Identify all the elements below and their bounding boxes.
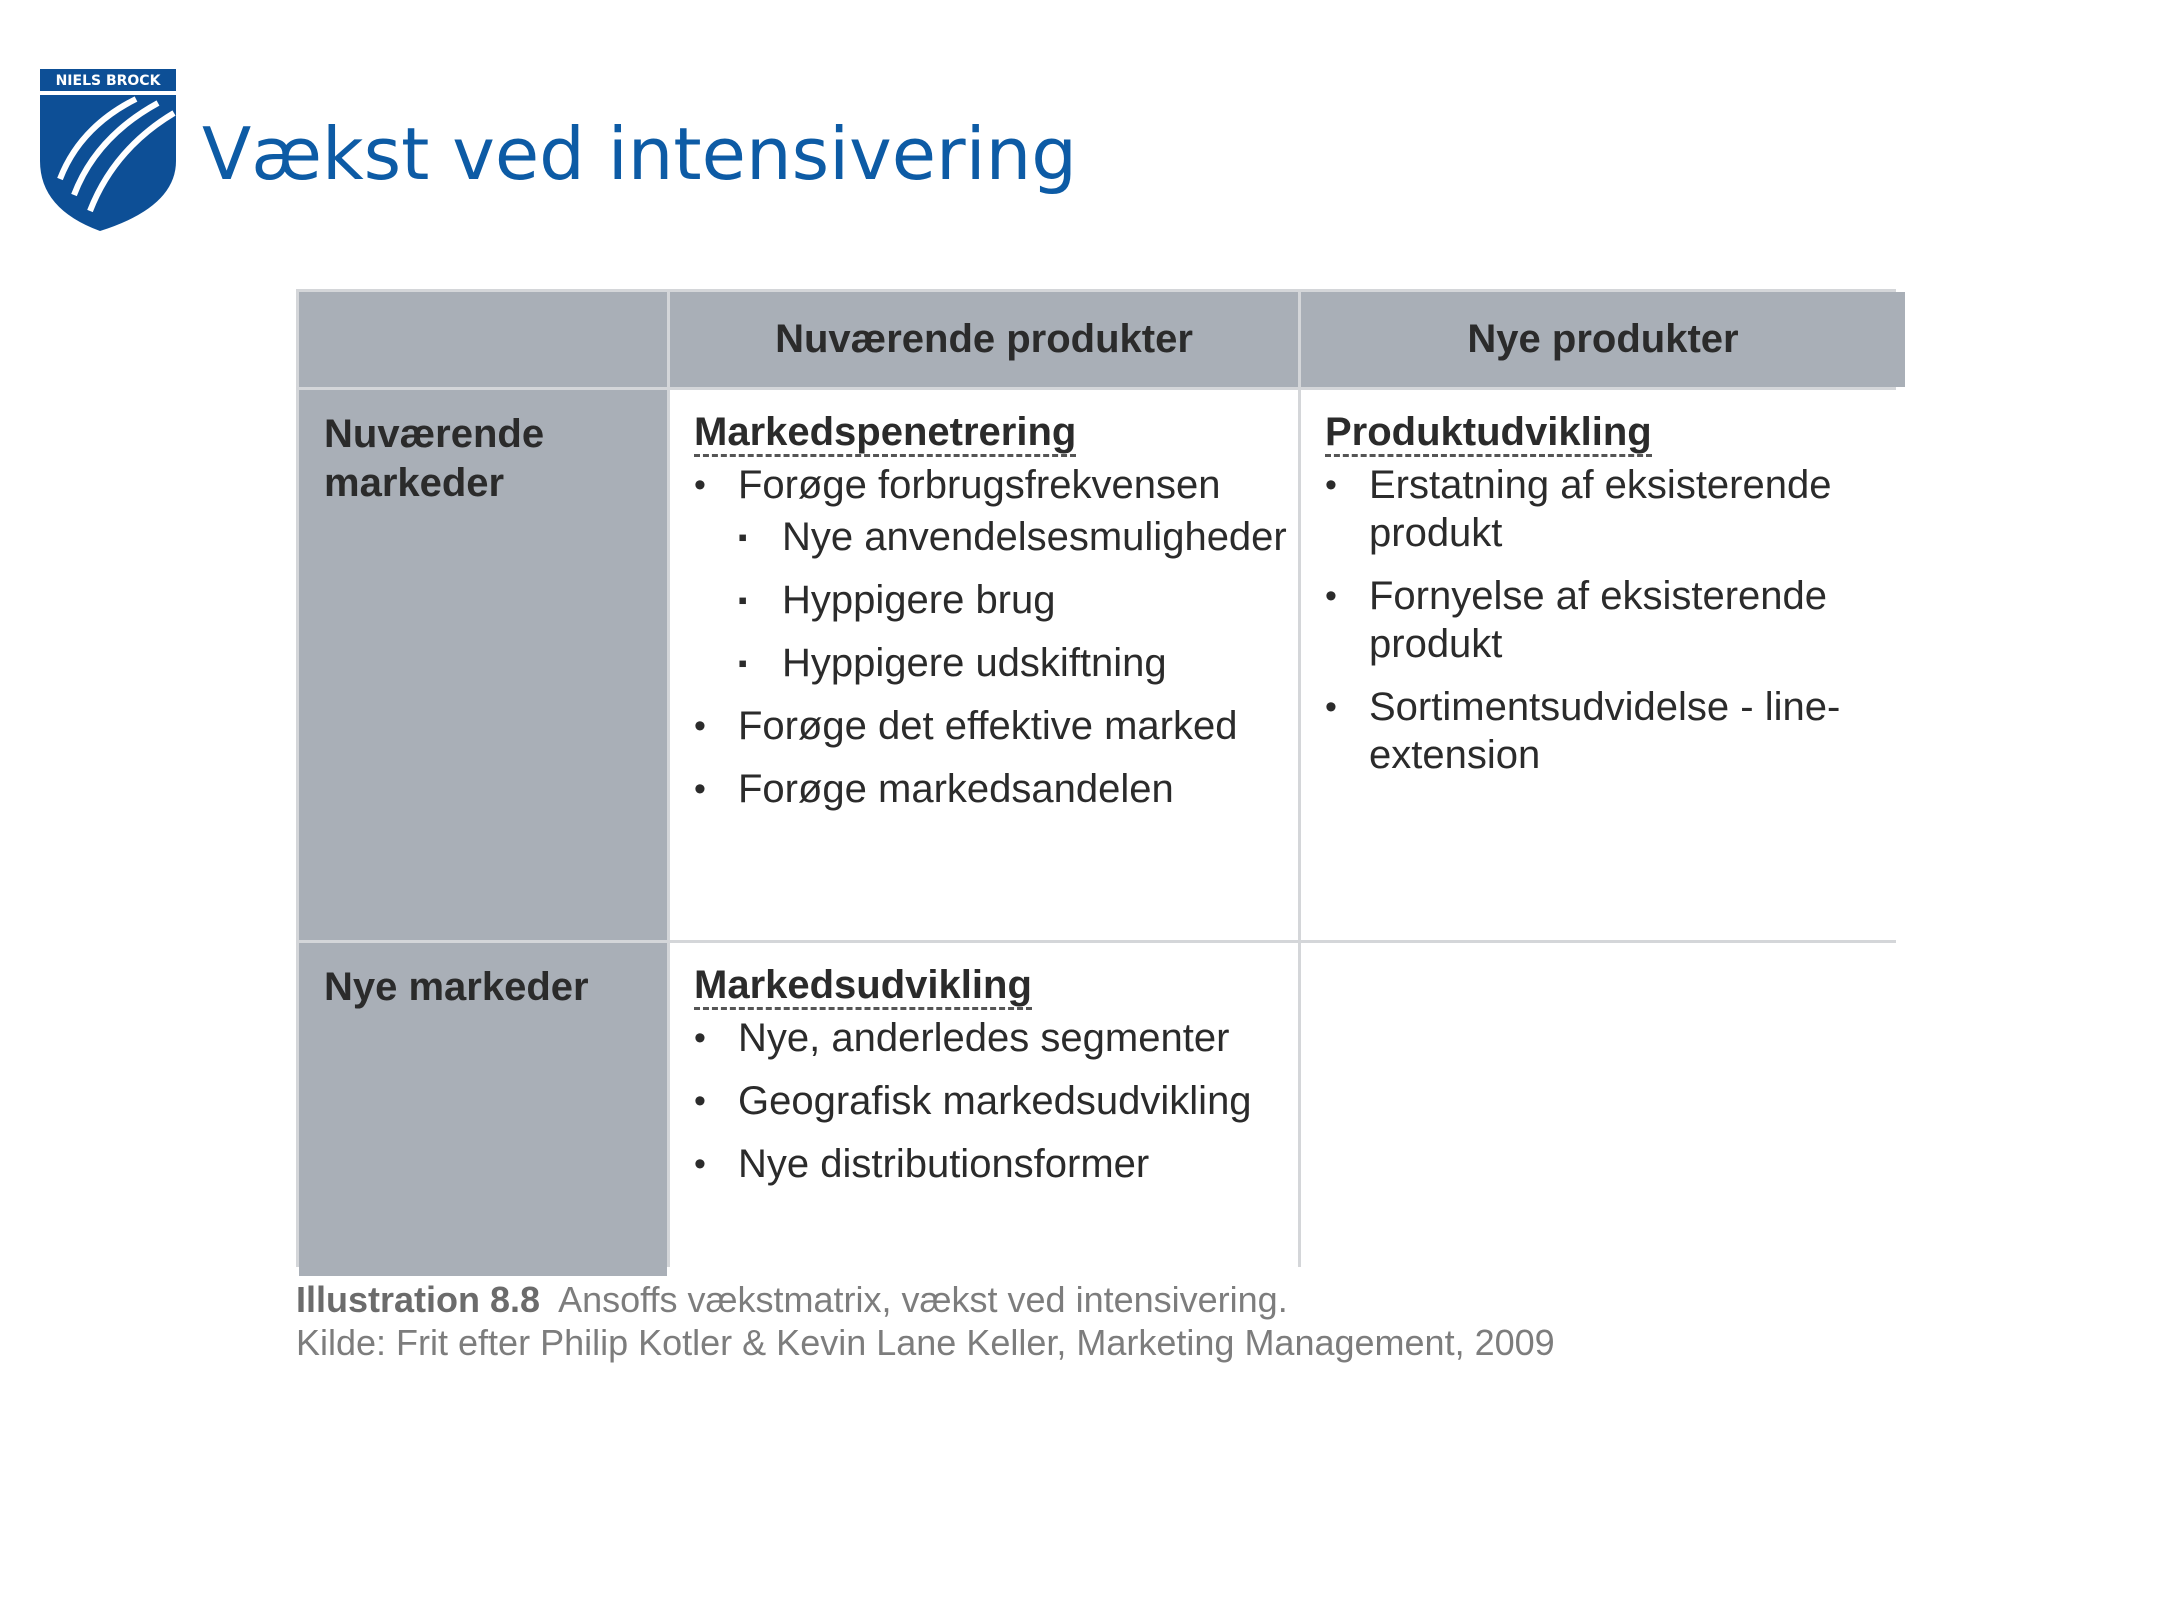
row-header-new-markets: Nye markeder [299, 943, 667, 1276]
cell-product-development [1301, 390, 1905, 940]
niels-brock-logo [40, 69, 176, 231]
figure-caption [296, 1278, 1555, 1364]
cell-title: Markedsudvikling [694, 963, 1032, 1010]
col-header-new-products: Nye produkter [1301, 292, 1905, 387]
page-title: Vækst ved intensivering [202, 112, 1077, 196]
matrix-corner [299, 292, 667, 387]
list-item: • Nye, anderledes segmenter [694, 1014, 1298, 1062]
list-item [694, 461, 1298, 687]
sub-list-item: ▪ Hyppigere brug [738, 576, 1298, 624]
list-item: • Erstatning af eksisterende produkt [1325, 461, 1905, 557]
sub-list-item: ▪ Hyppigere udskiftning [738, 639, 1298, 687]
cell-market-development [670, 943, 1298, 1276]
list-item: • Fornyelse af eksisterende produkt [1325, 572, 1905, 668]
cell-diversification-empty [1301, 943, 1905, 1276]
ansoff-matrix [296, 289, 1896, 1267]
logo-text: NIELS BROCK [55, 73, 161, 89]
bullet-list [1325, 461, 1905, 779]
shield-logo-icon [40, 69, 176, 231]
list-item: • Geografisk markedsudvikling [694, 1077, 1298, 1125]
sub-list [738, 513, 1298, 687]
row-header-current-markets: Nuværende markeder [299, 390, 667, 940]
sub-list-item: ▪ Nye anvendelsesmuligheder [738, 513, 1298, 561]
caption-line [296, 1278, 1555, 1321]
caption-text: Ansoffs vækstmatrix, vækst ved intensivering. [558, 1279, 1288, 1320]
list-item: • Forøge markedsandelen [694, 765, 1298, 813]
list-item: • Sortimentsudvidelse - line-extension [1325, 683, 1905, 779]
cell-title: Produktudvikling [1325, 410, 1652, 457]
bullet-list [694, 461, 1298, 813]
bullet-list [694, 1014, 1298, 1188]
col-header-current-products: Nuværende produkter [670, 292, 1298, 387]
list-item: • Nye distributionsformer [694, 1140, 1298, 1188]
caption-source: Kilde: Frit efter Philip Kotler & Kevin Lane Keller, Marketing Management, 2009 [296, 1322, 1555, 1363]
caption-label: Illustration 8.8 [296, 1279, 541, 1320]
cell-title: Markedspenetrering [694, 410, 1076, 457]
list-item-text: Forøge forbrugsfrekvensen [738, 463, 1221, 507]
cell-market-penetration [670, 390, 1298, 940]
list-item: • Forøge det effektive marked [694, 702, 1298, 750]
